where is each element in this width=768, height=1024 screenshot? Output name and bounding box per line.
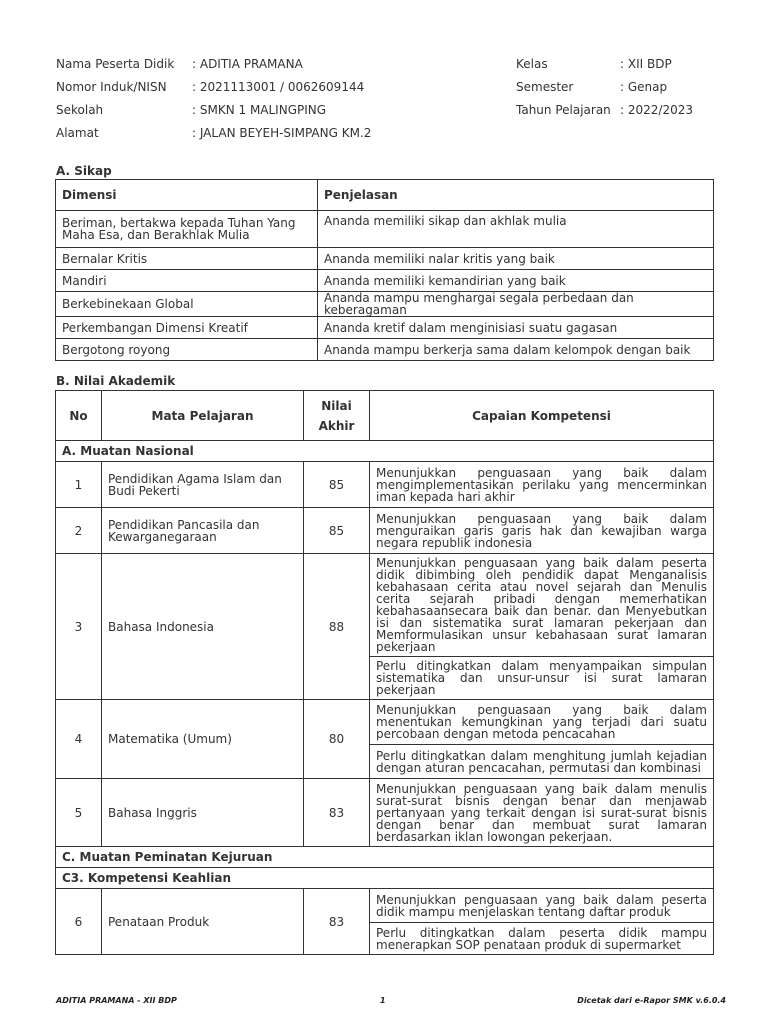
info-label: Nomor Induk/NISN — [56, 79, 167, 94]
header-capaian: Capaian Kompetensi — [370, 391, 714, 441]
info-row — [516, 75, 693, 98]
info-value: : 2022/2023 — [620, 102, 693, 117]
subject-capaian: Menunjukkan penguasaan yang baik dalam menentukan kemungkinan yang terjadi dari suatu percobaan dengan metoda pencacahan — [370, 700, 714, 745]
subject-no: 1 — [56, 462, 102, 508]
penjelasan-cell: Ananda mampu menghargai segala perbedaan dan keberagaman — [318, 292, 714, 317]
subject-capaian: Menunjukkan penguasaan yang baik dalam menulis surat-surat bisnis dengan benar dan menjawab pertanyaan yang terkait dengan isi surat-surat bisnis dengan benar dan membuat surat lamaran berdasarkan iklan lowongan pekerjaan. — [370, 779, 714, 847]
header-penjelasan: Penjelasan — [318, 180, 714, 211]
info-row — [56, 52, 371, 75]
subject-score: 88 — [304, 554, 370, 700]
info-row — [56, 98, 371, 121]
header-no: No — [56, 391, 102, 441]
subject-capaian: Menunjukkan penguasaan yang baik dalam peserta didik dibimbing oleh pendidik dapat Menganalisis kebahasaan cerita atau novel sejarah dan Menulis cerita sejarah pribadi dengan memerhatikan kebahasaansecara baik dan benar. dan Menyebutkan isi dan sistematika surat lamaran pekerjaan dan Memformulasikan unsur kebahasaan surat lamaran pekerjaan — [370, 554, 714, 657]
subject-capaian: Perlu ditingkatkan dalam menyampaikan simpulan sistematika dan unsur-unsur isi surat lamaran pekerjaan — [370, 657, 714, 700]
table-row — [56, 554, 714, 657]
subject-name: Matematika (Umum) — [102, 700, 304, 779]
info-row — [56, 75, 371, 98]
table-row — [56, 270, 714, 292]
info-label: Alamat — [56, 125, 99, 140]
info-label: Tahun Pelajaran — [516, 102, 611, 117]
table-row — [56, 339, 714, 361]
table-row — [56, 462, 714, 508]
info-row — [56, 121, 371, 144]
subject-name: Pendidikan Agama Islam dan Budi Pekerti — [102, 462, 304, 508]
subject-capaian: Perlu ditingkatkan dalam menghitung jumlah kejadian dengan aturan pencacahan, permutasi dan kombinasi — [370, 745, 714, 779]
info-value: : Genap — [620, 79, 668, 94]
info-label: Nama Peserta Didik — [56, 56, 175, 71]
header-nilai-line1: Nilai — [321, 398, 352, 413]
info-label: Sekolah — [56, 102, 104, 117]
sikap-table — [55, 179, 714, 361]
penjelasan-cell: Ananda memiliki kemandirian yang baik — [318, 270, 714, 292]
subject-score: 85 — [304, 462, 370, 508]
subject-no: 4 — [56, 700, 102, 779]
dimensi-cell: Perkembangan Dimensi Kreatif — [56, 317, 318, 339]
table-row — [56, 317, 714, 339]
table-row — [56, 889, 714, 923]
subject-name: Bahasa Indonesia — [102, 554, 304, 700]
table-header-row — [56, 180, 714, 211]
subject-no: 6 — [56, 889, 102, 955]
header-mapel: Mata Pelajaran — [102, 391, 304, 441]
info-value: : SMKN 1 MALINGPING — [192, 102, 327, 117]
info-row — [516, 52, 693, 75]
penjelasan-cell: Ananda memiliki nalar kritis yang baik — [318, 248, 714, 270]
subject-name: Pendidikan Pancasila dan Kewarganegaraan — [102, 508, 304, 554]
penjelasan-cell: Ananda kretif dalam menginisiasi suatu gagasan — [318, 317, 714, 339]
group-label: C. Muatan Peminatan Kejuruan — [56, 847, 714, 868]
group-row — [56, 441, 714, 462]
info-value: : JALAN BEYEH-SIMPANG KM.2 — [192, 125, 372, 140]
nilai-table — [55, 390, 714, 955]
header-nilai — [304, 391, 370, 441]
section-title-sikap: A. Sikap — [56, 164, 112, 178]
subject-no: 5 — [56, 779, 102, 847]
table-row — [56, 508, 714, 554]
header-nilai-line2: Akhir — [318, 418, 355, 433]
header-dimensi: Dimensi — [56, 180, 318, 211]
dimensi-cell: Mandiri — [56, 270, 318, 292]
info-label: Kelas — [516, 56, 548, 71]
subject-capaian: Menunjukkan penguasaan yang baik dalam peserta didik mampu menjelaskan tentang daftar produk — [370, 889, 714, 923]
info-value: : 2021113001 / 0062609144 — [192, 79, 365, 94]
subject-score: 80 — [304, 700, 370, 779]
subject-name: Bahasa Inggris — [102, 779, 304, 847]
penjelasan-cell: Ananda mampu berkerja sama dalam kelompok dengan baik — [318, 339, 714, 361]
info-value: : ADITIA PRAMANA — [192, 56, 303, 71]
info-label: Semester — [516, 79, 574, 94]
subject-capaian: Menunjukkan penguasaan yang baik dalam mengimplementasikan perilaku yang mencerminkan iman kepada hari akhir — [370, 462, 714, 508]
subject-score: 85 — [304, 508, 370, 554]
group-label: A. Muatan Nasional — [56, 441, 714, 462]
group-label: C3. Kompetensi Keahlian — [56, 868, 714, 889]
table-header-row — [56, 391, 714, 441]
student-info-left — [56, 52, 371, 144]
dimensi-cell: Bergotong royong — [56, 339, 318, 361]
table-row — [56, 248, 714, 270]
table-row — [56, 700, 714, 745]
penjelasan-cell: Ananda memiliki sikap dan akhlak mulia — [318, 211, 714, 248]
footer-student: ADITIA PRAMANA - XII BDP — [56, 996, 177, 1005]
subject-score: 83 — [304, 889, 370, 955]
section-title-nilai: B. Nilai Akademik — [56, 374, 176, 388]
footer-page-number: 1 — [380, 996, 386, 1005]
dimensi-cell: Bernalar Kritis — [56, 248, 318, 270]
subject-no: 3 — [56, 554, 102, 700]
table-row — [56, 292, 714, 317]
footer-printed-by: Dicetak dari e-Rapor SMK v.6.0.4 — [577, 996, 726, 1005]
group-row — [56, 847, 714, 868]
dimensi-cell: Beriman, bertakwa kepada Tuhan Yang Maha Esa, dan Berakhlak Mulia — [56, 211, 318, 248]
dimensi-cell: Berkebinekaan Global — [56, 292, 318, 317]
subject-no: 2 — [56, 508, 102, 554]
group-row — [56, 868, 714, 889]
subject-score: 83 — [304, 779, 370, 847]
table-row — [56, 779, 714, 847]
info-row — [516, 98, 693, 121]
table-row — [56, 211, 714, 248]
student-info-right — [516, 52, 693, 121]
subject-name: Penataan Produk — [102, 889, 304, 955]
subject-capaian: Perlu ditingkatkan dalam peserta didik mampu menerapkan SOP penataan produk di supermarket — [370, 923, 714, 955]
subject-capaian: Menunjukkan penguasaan yang baik dalam menguraikan garis garis hak dan kewajiban warga negara republik indonesia — [370, 508, 714, 554]
info-value: : XII BDP — [620, 56, 672, 71]
